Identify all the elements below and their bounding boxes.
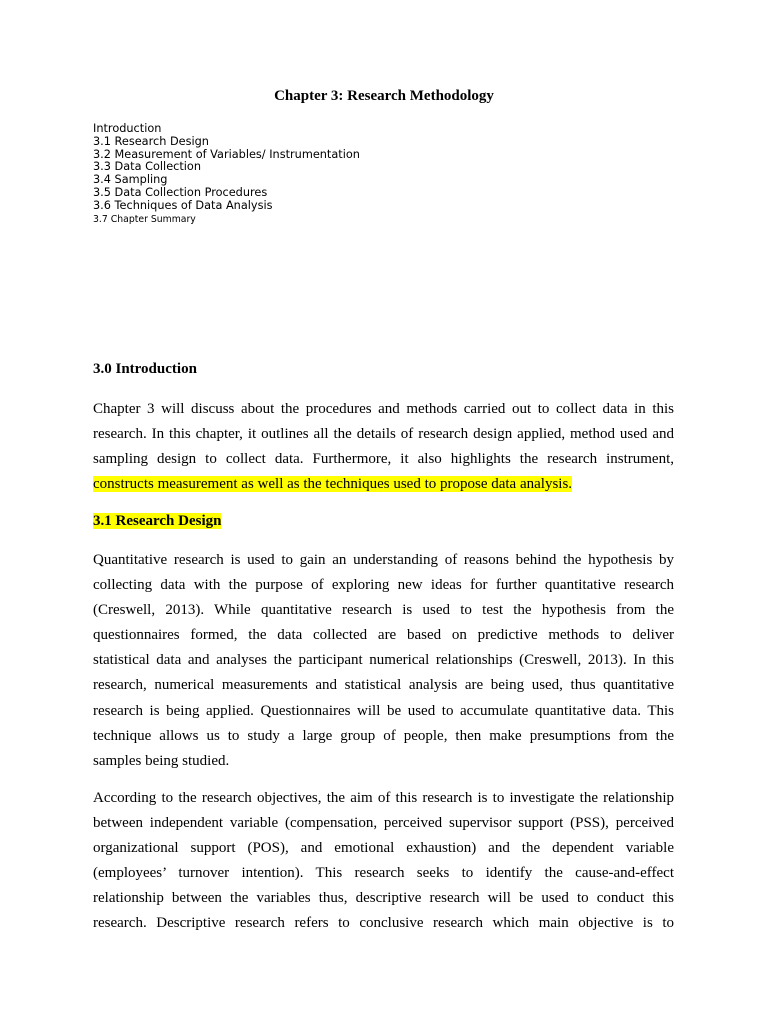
paragraph-line: According to the research objectives, the aim of this research is to investigate the relationship <box>93 790 674 806</box>
paragraph-line: technique allows us to study a large group of people, then make presumptions from the <box>93 727 674 744</box>
paragraph-line: research. Descriptive research refers to conclusive research which main objective is to <box>93 915 674 932</box>
toc-item: 3.3 Data Collection <box>93 160 201 174</box>
research-design-paragraph-2 <box>93 786 674 937</box>
toc-item: Introduction <box>93 122 162 135</box>
chapter-title: Chapter 3: Research Methodology <box>274 88 494 104</box>
paragraph-line: (employees’ turnover intention). This research seeks to identify the cause-and-effect <box>93 865 674 882</box>
table-of-contents <box>93 123 360 227</box>
paragraph-line: research. In this chapter, it outlines all the details of research design applied, method used and <box>93 426 674 443</box>
toc-item: 3.7 Chapter Summary <box>93 213 196 225</box>
paragraph-line: (Creswell, 2013). While quantitative research is used to test the hypothesis from the <box>93 602 674 619</box>
paragraph-line: relationship between the variables thus, descriptive research will be used to conduct this <box>93 890 674 907</box>
paragraph-line: sampling design to collect data. Furthermore, it also highlights the research instrument, <box>93 451 674 468</box>
paragraph-line: questionnaires formed, the data collected are based on predictive methods to deliver <box>93 627 674 644</box>
introduction-paragraph <box>93 397 674 497</box>
paragraph-line: Chapter 3 will discuss about the procedures and methods carried out to collect data in this <box>93 401 674 417</box>
toc-item: 3.6 Techniques of Data Analysis <box>93 198 273 212</box>
toc-item: 3.2 Measurement of Variables/ Instrumentation <box>93 147 360 161</box>
paragraph-line-highlighted <box>93 472 674 497</box>
highlighted-text: constructs measurement as well as the techniques used to propose data analysis. <box>93 476 573 493</box>
paragraph-line: research, numerical measurements and statistical analysis are being used, thus quantitative <box>93 677 674 694</box>
paragraph-line: Quantitative research is used to gain an understanding of reasons behind the hypothesis by <box>93 552 674 568</box>
paragraph-line: samples being studied. <box>93 752 230 769</box>
paragraph-line: between independent variable (compensation, perceived supervisor support (PSS), perceived <box>93 815 674 832</box>
highlighted-heading-text: 3.1 Research Design <box>93 513 222 529</box>
toc-item: 3.4 Sampling <box>93 173 168 187</box>
paragraph-line: organizational support (POS), and emotional exhaustion) and the dependent variable <box>93 840 674 857</box>
toc-item: 3.5 Data Collection Procedures <box>93 185 268 199</box>
paragraph-line: statistical data and analyses the participant numerical relationships (Creswell, 2013). In this <box>93 652 674 669</box>
research-design-paragraph-1 <box>93 548 674 774</box>
paragraph-line: collecting data with the purpose of exploring new ideas for further quantitative research <box>93 577 674 594</box>
toc-item: 3.1 Research Design <box>93 134 209 148</box>
paragraph-line: research is being applied. Questionnaires will be used to accumulate quantitative data. This <box>93 702 674 719</box>
section-heading-research-design <box>93 512 221 530</box>
section-heading-introduction: 3.0 Introduction <box>93 361 197 377</box>
